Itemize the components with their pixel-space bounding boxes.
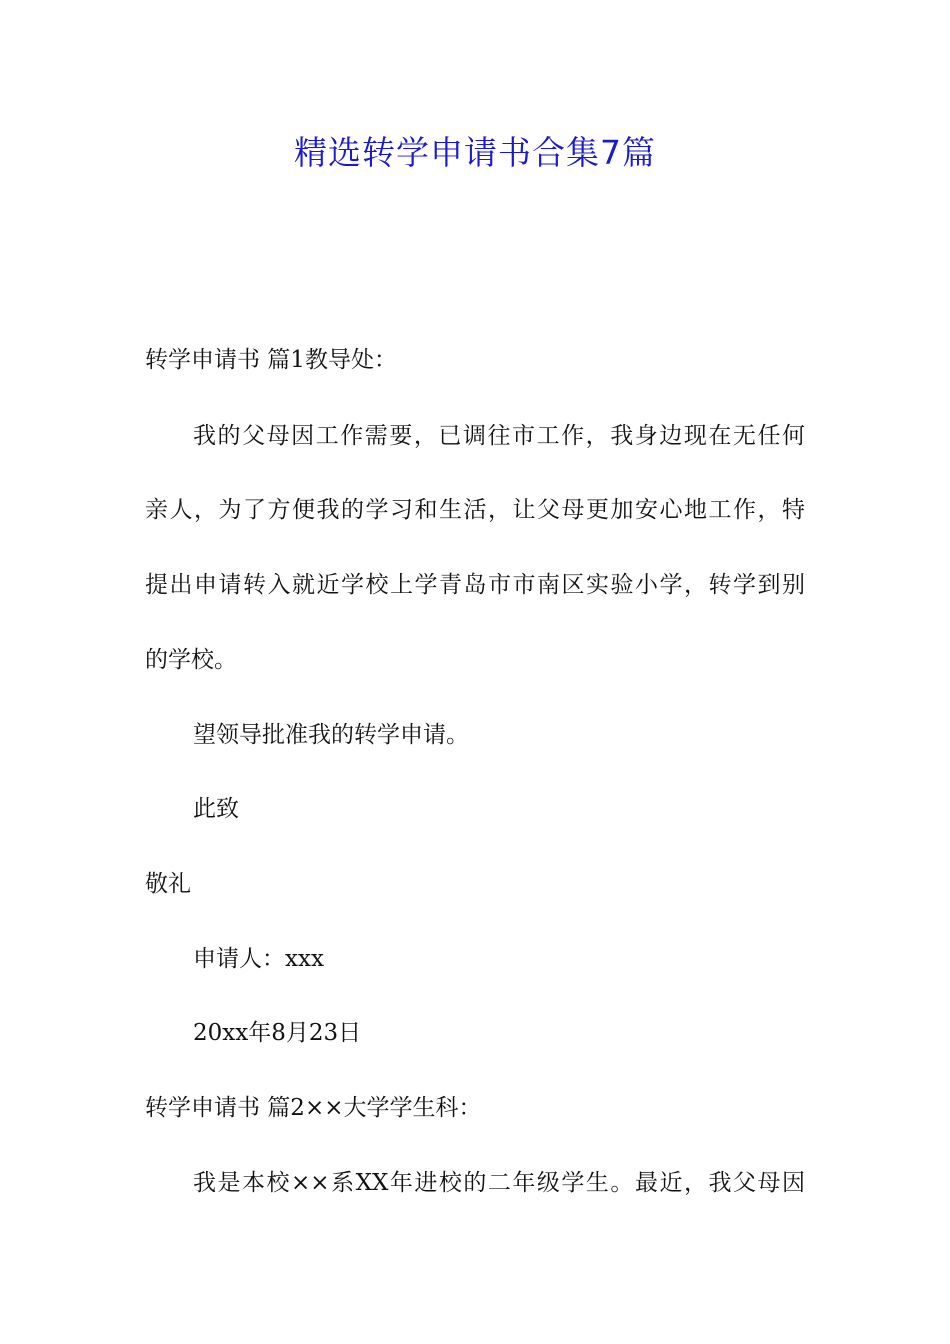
- applicant-signature: 申请人：xxx: [193, 946, 324, 972]
- application-date: 20xx年8月23日: [193, 1020, 362, 1046]
- closing-salutation: 此致: [193, 796, 239, 822]
- paragraph-line: 我是本校××系XX年进校的二年级学生。最近，我父母因: [193, 1170, 805, 1196]
- document-title: 精选转学申请书合集7篇: [294, 133, 656, 172]
- section-heading-1: 转学申请书 篇1教导处：: [145, 347, 397, 373]
- paragraph-line: 望领导批准我的转学申请。: [193, 722, 469, 748]
- paragraph-line: 的学校。: [145, 647, 237, 673]
- paragraph-line: 亲人，为了方便我的学习和生活，让父母更加安心地工作，特: [145, 497, 805, 523]
- section-heading-2: 转学申请书 篇2××大学学生科：: [145, 1095, 482, 1121]
- paragraph-line: 提出申请转入就近学校上学青岛市市南区实验小学，转学到别: [145, 572, 805, 598]
- paragraph-line: 我的父母因工作需要，已调往市工作，我身边现在无任何: [193, 423, 805, 449]
- closing-regards: 敬礼: [145, 871, 191, 897]
